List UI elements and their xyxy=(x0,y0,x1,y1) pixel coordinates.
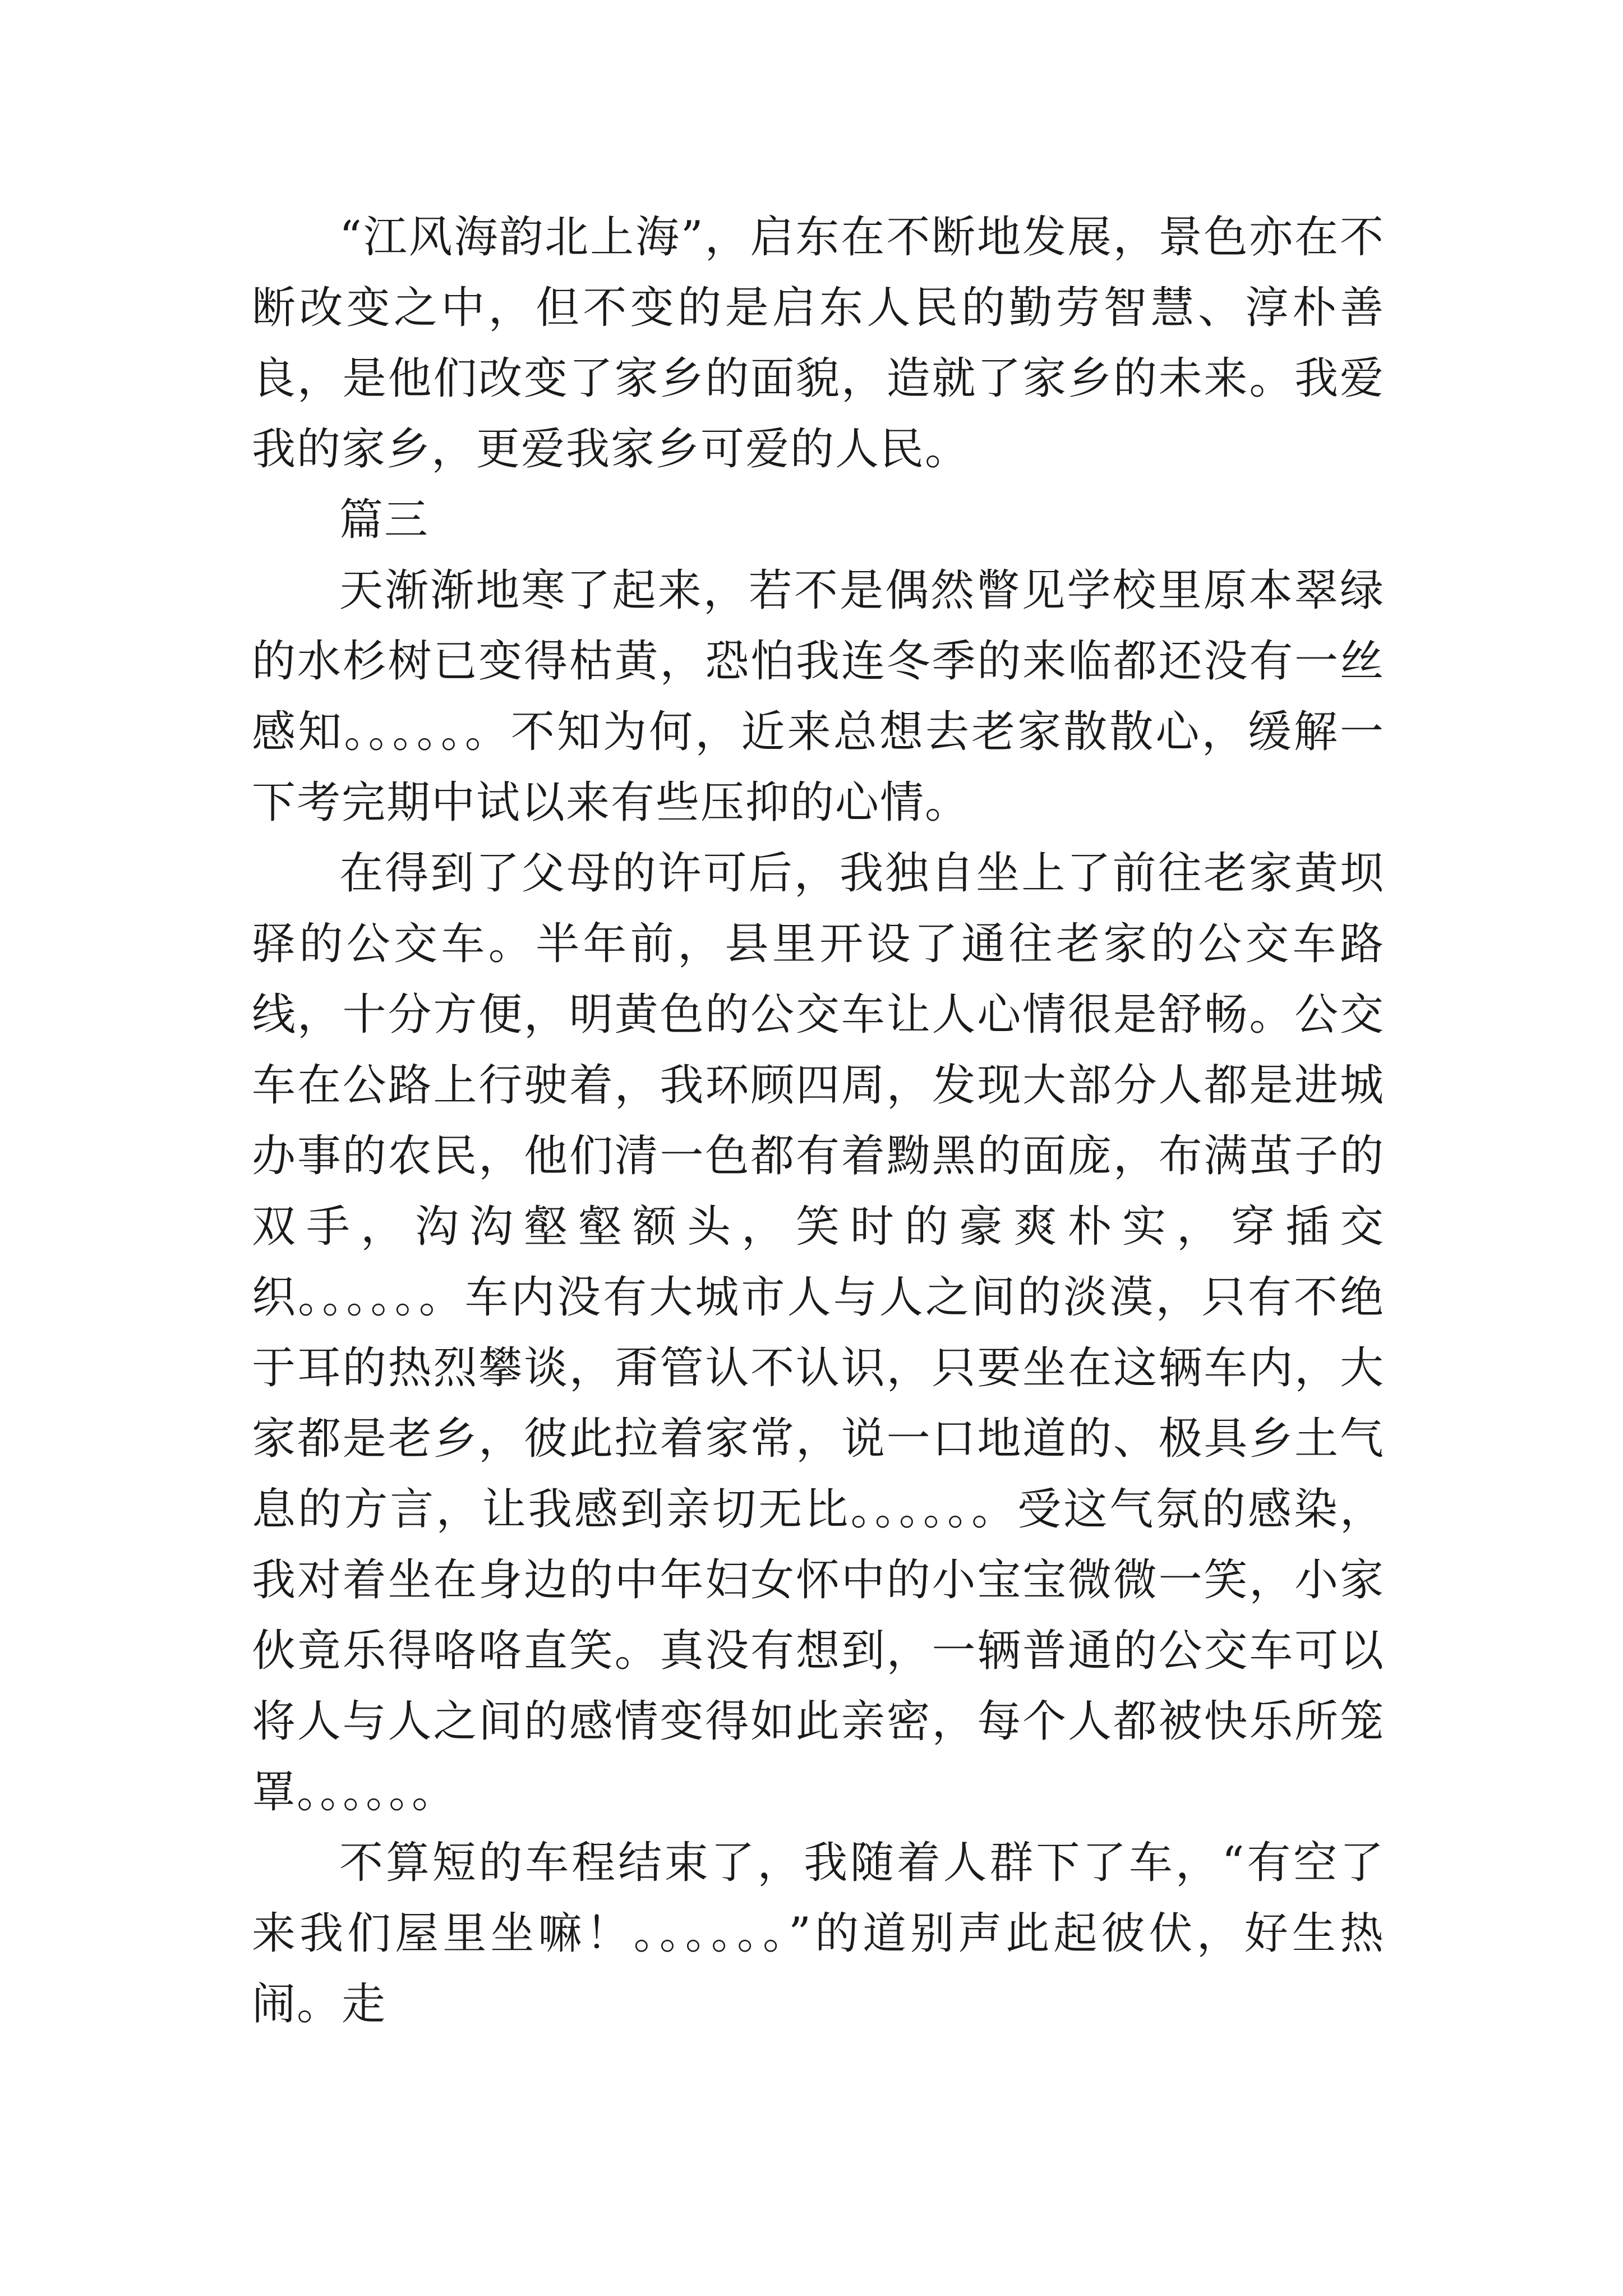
section-heading: 篇三 xyxy=(339,495,430,545)
body-text xyxy=(252,202,1385,2040)
paragraph-bus-ride: 在得到了父母的许可后，我独自坐上了前往老家黄坝驿的公交车。半年前，县里开设了通往老家的公交车路线，十分方便，明黄色的公交车让人心情很是舒畅。公交车在公路上行驶着，我环顾四周，发现大部分人都是进城办事的农民，他们清一色都有着黝黑的面庞，布满茧子的双手，沟沟壑壑额头，笑时的豪爽朴实，穿插交织。。。。。。车内没有大城市人与人之间的淡漠，只有不绝于耳的热烈攀谈，甭管认不认识，只要坐在这辆车内，大家都是老乡，彼此拉着家常，说一口地道的、极具乡土气息的方言，让我感到亲切无比。。。。。。受这气氛的感染，我对着坐在身边的中年妇女怀中的小宝宝微微一笑，小家伙竟乐得咯咯直笑。真没有想到，一辆普通的公交车可以将人与人之间的感情变得如此亲密，每个人都被快乐所笼罩。。。。。。 xyxy=(252,848,1385,1818)
paragraph-conclusion: “江风海韵北上海”，启东在不断地发展，景色亦在不断改变之中，但不变的是启东人民的勤劳智慧、淳朴善良，是他们改变了家乡的面貌，造就了家乡的未来。我爱我的家乡，更爱我家乡可爱的人民。 xyxy=(252,212,1385,475)
paragraph-arrival: 不算短的车程结束了，我随着人群下了车，“有空了来我们屋里坐嘛！。。。。。。”的道别声此起彼伏，好生热闹。走 xyxy=(252,1838,1385,2030)
paragraph-winter: 天渐渐地寒了起来，若不是偶然瞥见学校里原本翠绿的水杉树已变得枯黄，恐怕我连冬季的来临都还没有一丝感知。。。。。。不知为何，近来总想去老家散散心，缓解一下考完期中试以来有些压抑的心情。 xyxy=(252,565,1385,828)
